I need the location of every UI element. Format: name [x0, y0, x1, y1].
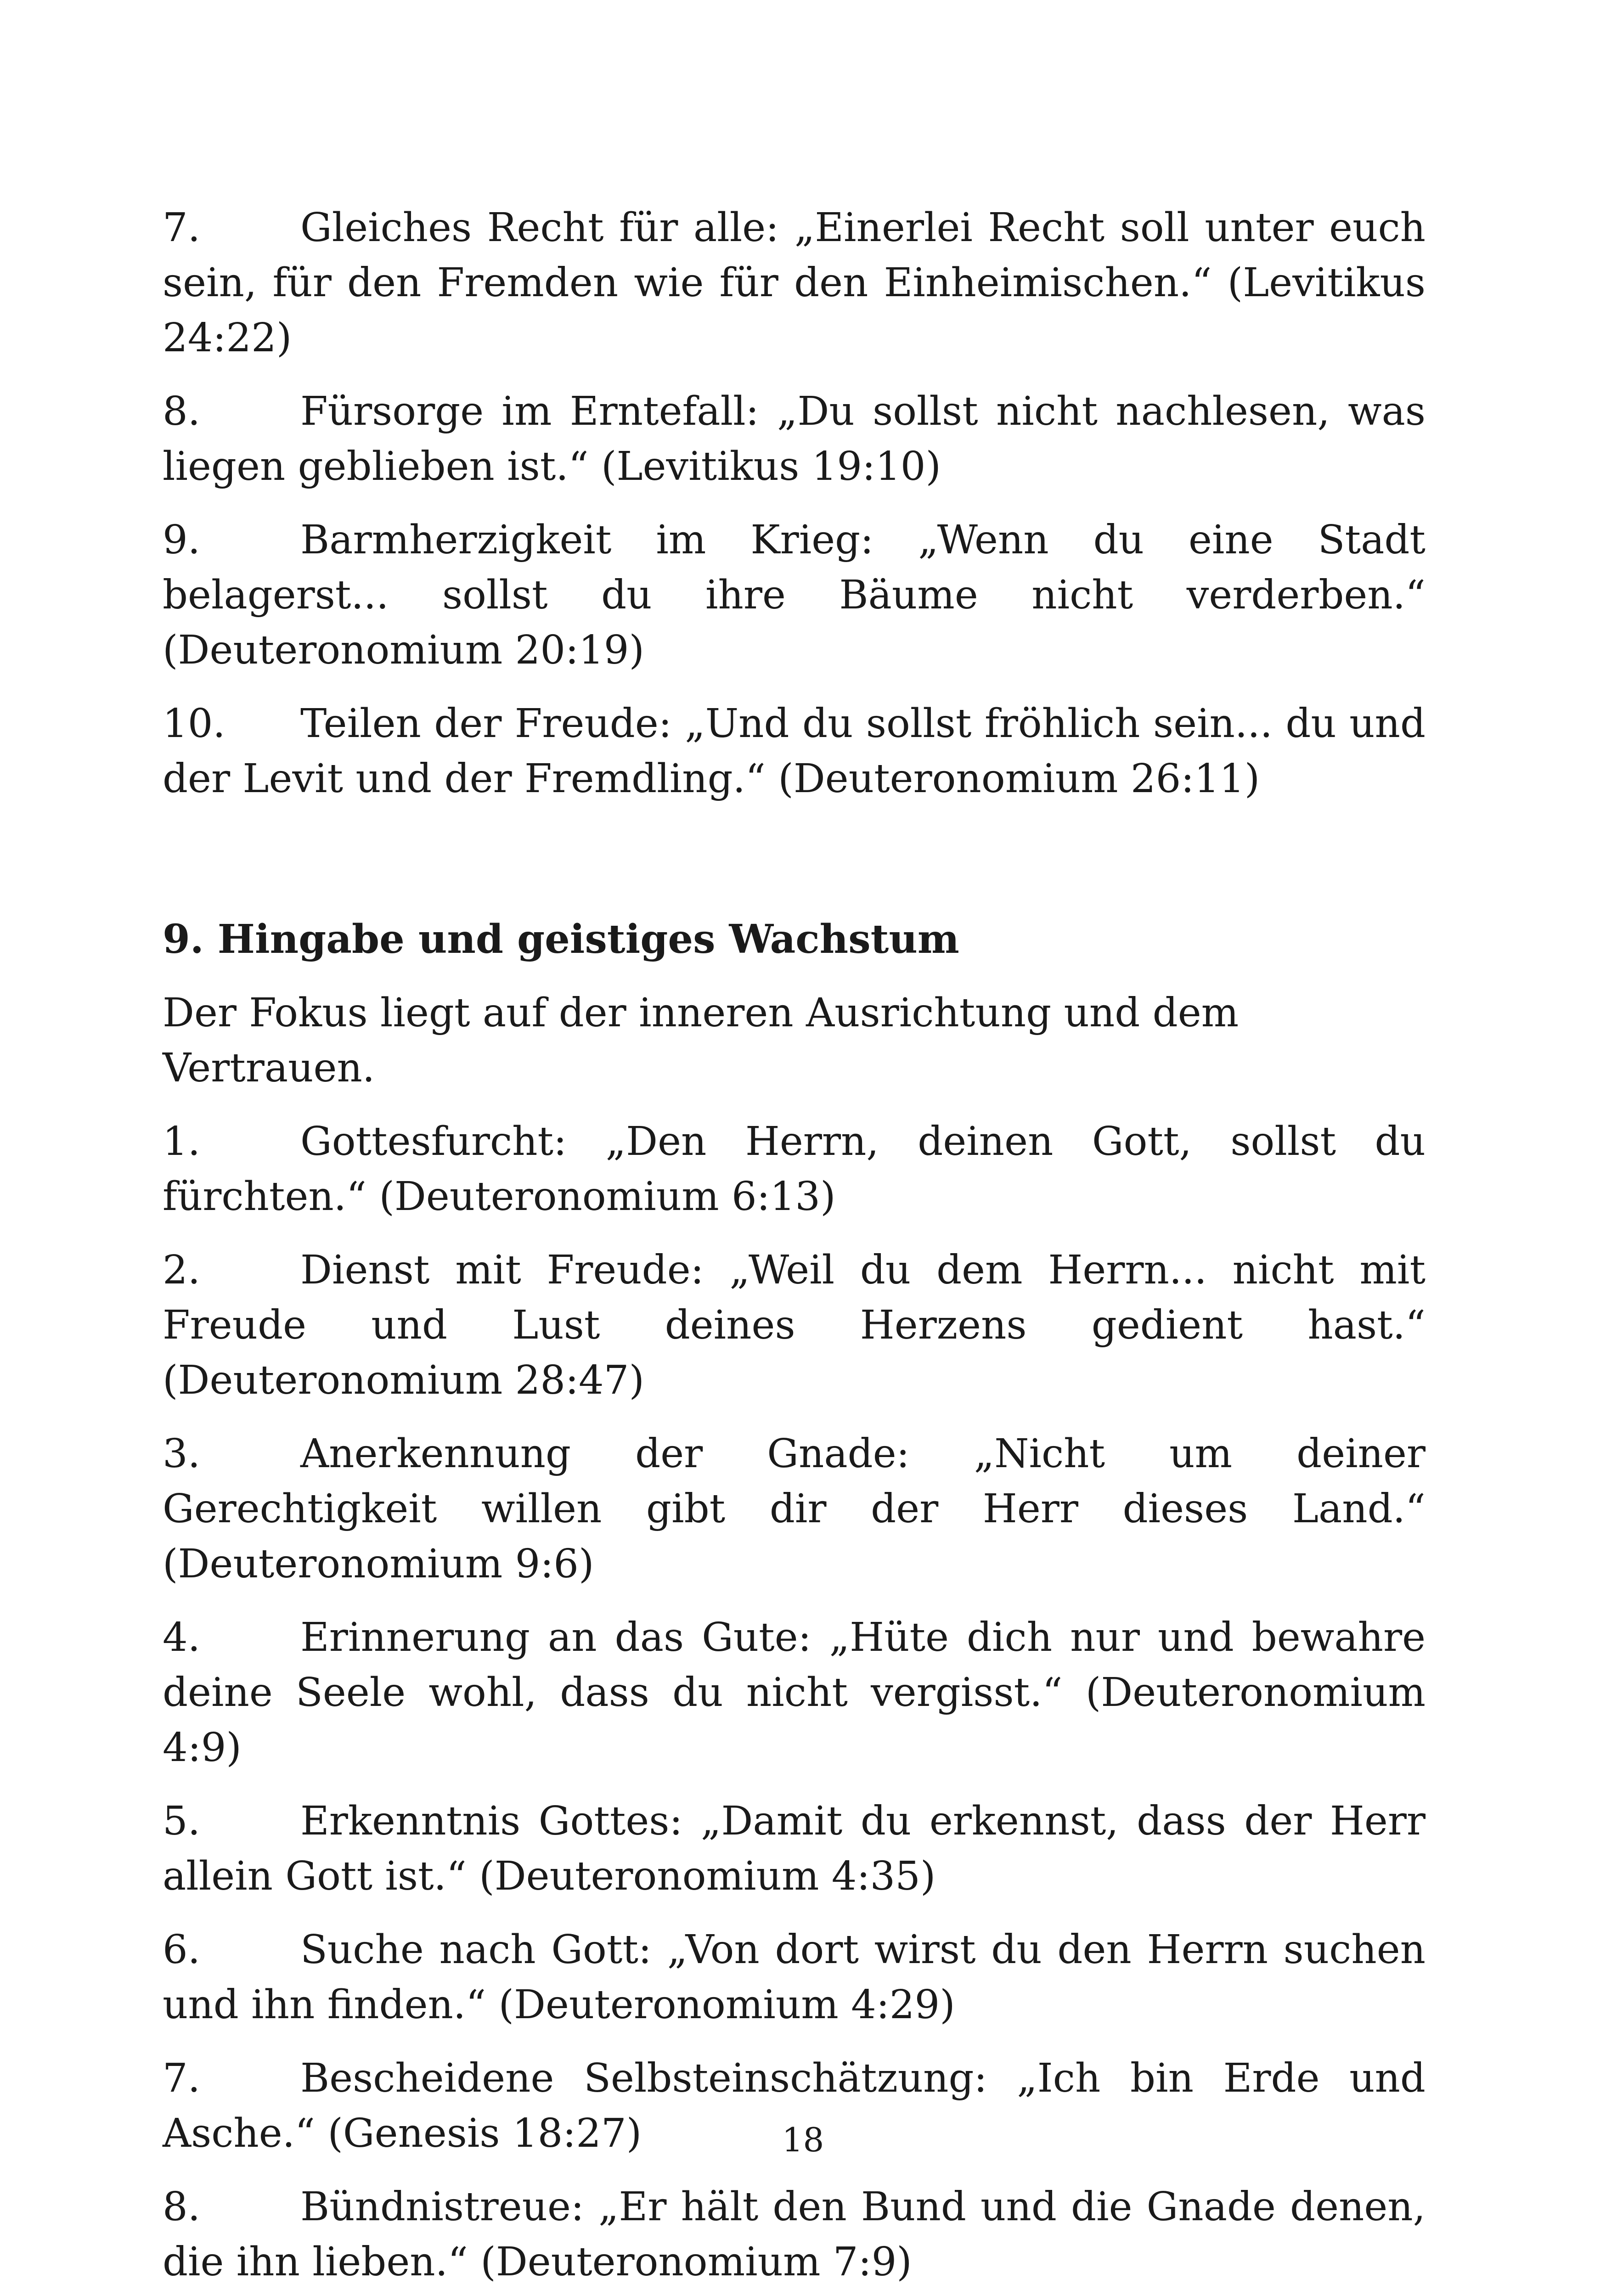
item-text: Gottesfurcht: „Den Herrn, deinen Gott, sollst du fürchten.“ (Deuteronomium 6:13)	[163, 1119, 1426, 1220]
list-item	[163, 384, 1426, 494]
item-number: 6.	[163, 1927, 201, 1973]
item-text: Suche nach Gott: „Von dort wirst du den Herrn suchen und ihn finden.“ (Deuteronomium 4:29)	[163, 1927, 1426, 2028]
page-number: 18	[782, 2121, 824, 2159]
item-text: Teilen der Freude: „Und du sollst fröhlich sein... du und der Levit und der Fremdling.“ (Deuteronomium 26:11)	[163, 701, 1426, 802]
list-item	[163, 1426, 1426, 1592]
item-number: 7.	[163, 205, 201, 251]
list-item	[163, 1610, 1426, 1775]
list-item	[163, 2179, 1426, 2290]
list-item	[163, 1243, 1426, 1408]
item-text: Fürsorge im Erntefall: „Du sollst nicht nachlesen, was liegen geblieben ist.“ (Levitikus 19:10)	[163, 388, 1426, 490]
item-text: Bündnistreue: „Er hält den Bund und die Gnade denen, die ihn lieben.“ (Deuteronomium 7:9)	[163, 2184, 1426, 2285]
item-number: 4.	[163, 1615, 201, 1660]
item-number: 5.	[163, 1798, 201, 1844]
section-hingabe	[163, 912, 1426, 2290]
item-text: Erkenntnis Gottes: „Damit du erkennst, dass der Herr allein Gott ist.“ (Deuteronomium 4:35)	[163, 1798, 1426, 1899]
list-continued	[163, 200, 1426, 806]
item-number: 3.	[163, 1431, 201, 1477]
list-item	[163, 1922, 1426, 2032]
item-number: 8.	[163, 2184, 201, 2230]
item-text: Erinnerung an das Gute: „Hüte dich nur und bewahre deine Seele wohl, dass du nicht vergisst.“ (Deuteronomium 4:9)	[163, 1615, 1426, 1771]
item-number: 1.	[163, 1119, 201, 1165]
item-number: 10.	[163, 701, 225, 747]
list-item	[163, 1114, 1426, 1224]
item-text: Dienst mit Freude: „Weil du dem Herrn... nicht mit Freude und Lust deines Herzens gedient hast.“ (Deuteronomium 28:47)	[163, 1247, 1426, 1403]
list-item	[163, 1794, 1426, 1904]
section-intro: Der Fokus liegt auf der inneren Ausrichtung und dem Vertrauen.	[163, 990, 1239, 1091]
list-item	[163, 696, 1426, 806]
item-number: 9.	[163, 517, 201, 563]
section-heading: 9. Hingabe und geistiges Wachstum	[163, 916, 959, 962]
item-text: Gleiches Recht für alle: „Einerlei Recht soll unter euch sein, für den Fremden wie für den Einheimischen.“ (Levitikus 24:22)	[163, 205, 1426, 361]
item-number: 2.	[163, 1247, 201, 1293]
page-body	[163, 200, 1426, 2296]
item-text: Barmherzigkeit im Krieg: „Wenn du eine Stadt belagerst... sollst du ihre Bäume nicht verderben.“ (Deuteronomium 20:19)	[163, 517, 1426, 673]
list-item	[163, 200, 1426, 366]
item-text: Anerkennung der Gnade: „Nicht um deiner Gerechtigkeit willen gibt dir der Herr dieses Land.“ (Deuteronomium 9:6)	[163, 1431, 1426, 1587]
item-number: 8.	[163, 388, 201, 434]
item-number: 7.	[163, 2055, 201, 2101]
list-item	[163, 512, 1426, 678]
item-text: Bescheidene Selbsteinschätzung: „Ich bin Erde und Asche.“ (Genesis 18:27)	[163, 2055, 1426, 2156]
section-spacer	[163, 825, 1426, 912]
